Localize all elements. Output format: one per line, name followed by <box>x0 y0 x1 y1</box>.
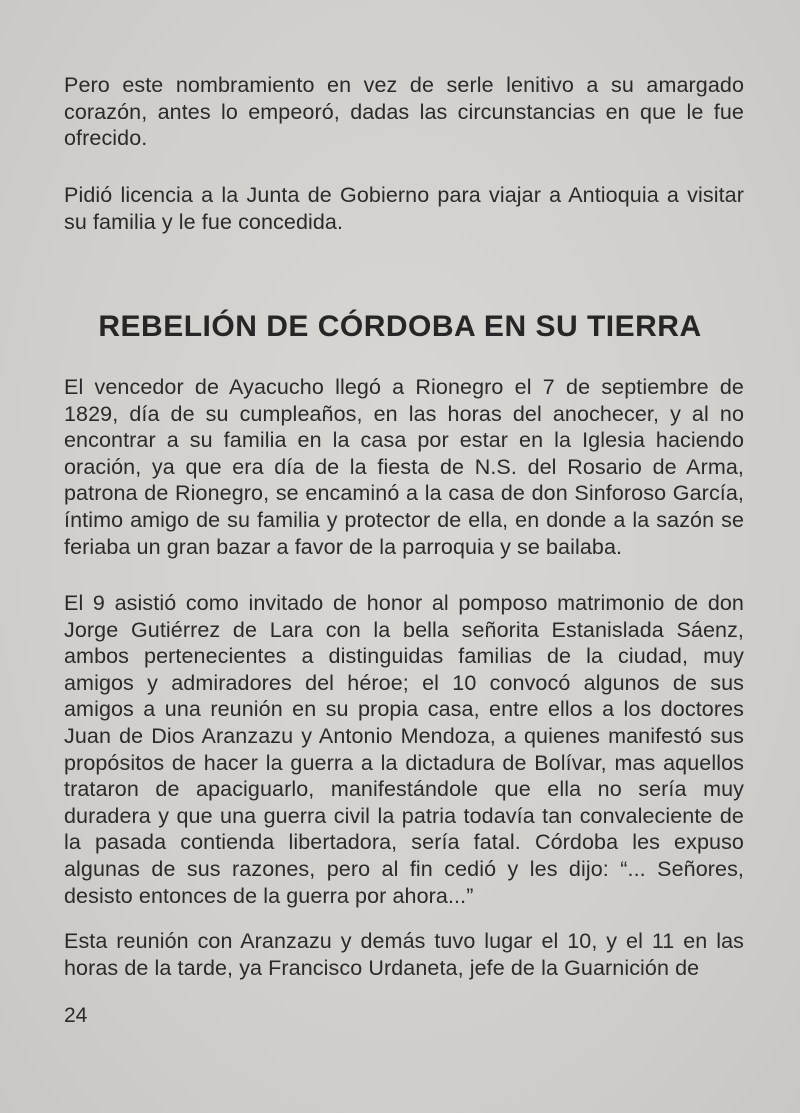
page-number: 24 <box>64 1004 88 1027</box>
paragraph-nombramiento: Pero este nombramiento en vez de serle lenitivo a su amargado corazón, antes lo empeoró, dadas las circunstancias en que le fue ofrecido. <box>64 73 744 151</box>
section-heading: REBELIÓN DE CÓRDOBA EN SU TIERRA <box>98 310 702 343</box>
paragraph-matrimonio: El 9 asistió como invitado de honor al pomposo matrimonio de don Jorge Gutiérrez de Lara con la bella señorita Estanislada Sáenz, ambos pertenecientes a distinguidas familias de la ciudad, muy amigos y admiradores del héroe; el 10 convocó algunos de sus amigos a una reunión en su propia casa, entre ellos a los doctores Juan de Dios Aranzazu y Antonio Mendoza, a quienes manifestó sus propósitos de hacer la guerra a la dictadura de Bolívar, mas aquellos trataron de apaciguarlo, manifestándole que ella no sería muy duradera y que una guerra civil la patria todavía tan convaleciente de la pasada contienda libertadora, sería fatal. Córdoba les expuso algunas de sus razones, pero al fin cedió y les dijo: “... Señores, desisto entonces de la guerra por ahora...” <box>64 591 744 908</box>
paragraph-reunion: Esta reunión con Aranzazu y demás tuvo lugar el 10, y el 11 en las horas de la tarde, ya Francisco Urdaneta, jefe de la Guarnición de <box>64 929 744 980</box>
paragraph-licencia: Pidió licencia a la Junta de Gobierno para viajar a Antioquia a visitar su familia y le fue concedida. <box>64 183 744 234</box>
paragraph-vencedor: El vencedor de Ayacucho llegó a Rionegro el 7 de septiembre de 1829, día de su cumpleaños, en las horas del anochecer, y al no encontrar a su familia en la casa por estar en la Iglesia haciendo oración, ya que era día de la fiesta de N.S. del Rosario de Arma, patrona de Rionegro, se encaminó a la casa de don Sinforoso García, íntimo amigo de su familia y protector de ella, en donde a la sazón se feriaba un gran bazar a favor de la parroquia y se bailaba. <box>64 375 744 559</box>
